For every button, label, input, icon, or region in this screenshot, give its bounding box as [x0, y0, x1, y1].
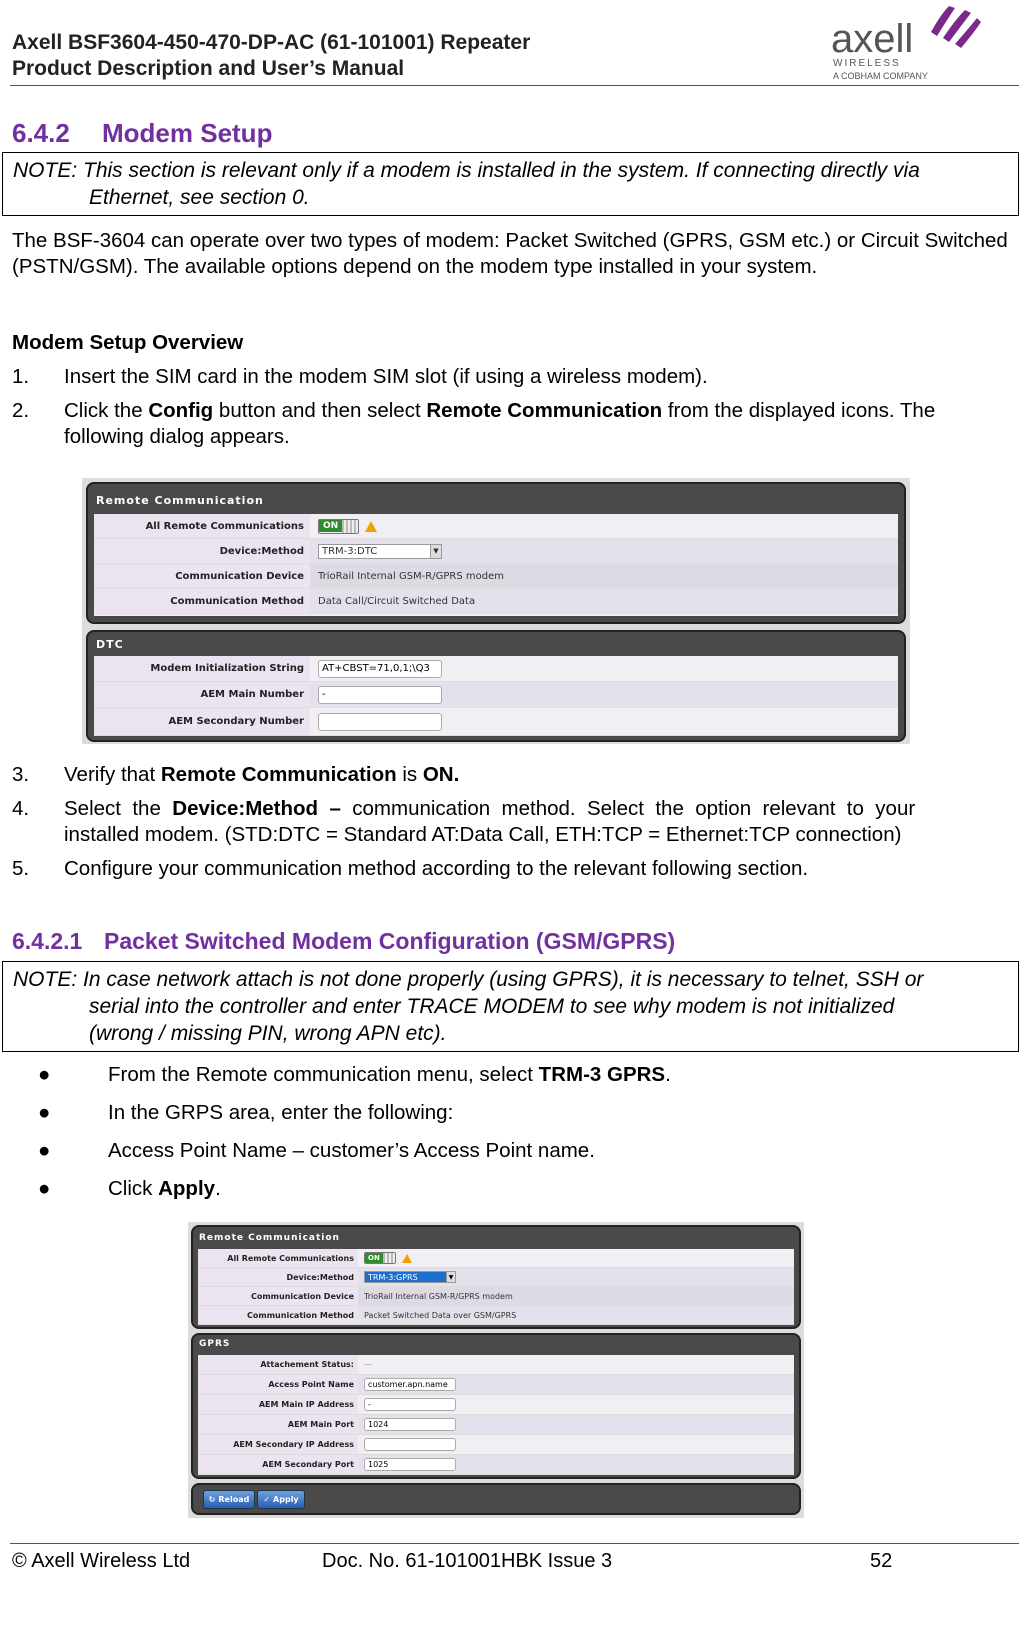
access-point-name-row	[198, 1375, 794, 1395]
communication-method-row	[198, 1306, 794, 1325]
all-remote-row	[94, 514, 898, 539]
reload-button[interactable]: ↻ Reload	[203, 1490, 255, 1509]
device-method-row	[94, 539, 898, 564]
note-rest-2: (wrong / missing PIN, wrong APN etc).	[89, 1022, 447, 1045]
step-text: Insert the SIM card in the modem SIM slot (if using a wireless modem).	[64, 365, 708, 388]
note-box	[2, 152, 1019, 216]
aem-main-port-input[interactable]: 1024	[364, 1418, 456, 1431]
dtc-panel	[86, 630, 906, 742]
panel-title: Remote Communication	[199, 1233, 340, 1243]
reload-icon: ↻	[208, 1495, 216, 1504]
remote-communication-toggle[interactable]: ON	[364, 1252, 396, 1264]
panel-title: GPRS	[199, 1339, 231, 1349]
chevron-down-icon[interactable]: ▼	[446, 1272, 455, 1282]
aem-main-port-row	[198, 1415, 794, 1435]
step-5	[12, 856, 1017, 882]
header-title-line1: Axell BSF3604-450-470-DP-AC (61-101001) Repeater	[12, 31, 531, 54]
row-label: Communication Method	[170, 595, 304, 607]
note-lead: NOTE: In case network attach is not done properly (using GPRS), it is necessary to telnet, SSH or	[13, 968, 924, 991]
intro-paragraph: The BSF-3604 can operate over two types of modem: Packet Switched (GPRS, GSM etc.) or Circuit Switched (PSTN/GSM). The available options depend on the modem type installed in your system.	[12, 229, 1008, 278]
aem-secondary-port-input[interactable]: 1025	[364, 1458, 456, 1471]
step-text: Verify that Remote Communication is ON.	[64, 763, 460, 786]
aem-secondary-number-row	[94, 708, 898, 736]
row-value: Packet Switched Data over GSM/GPRS	[364, 1310, 517, 1320]
device-method-select[interactable]: TRM-3:GPRS ▼	[364, 1271, 456, 1283]
step-text-line2: installed modem. (STD:DTC = Standard AT:Data Call, ETH:TCP = Ethernet:TCP connection)	[64, 823, 902, 846]
header-title-line2: Product Description and User’s Manual	[12, 57, 405, 80]
footer-page-number: 52	[870, 1550, 893, 1572]
panel-title: DTC	[96, 638, 124, 651]
aem-secondary-port-row	[198, 1455, 794, 1475]
modem-init-input[interactable]: AT+CBST=71,0,1;\Q3	[318, 660, 442, 678]
logo-sub1: WIRELESS	[833, 58, 901, 69]
step-3	[12, 762, 1017, 788]
access-point-name-input[interactable]: customer.apn.name	[364, 1378, 456, 1391]
subsection-note-box	[2, 961, 1019, 1052]
note-rest-1: serial into the controller and enter TRACE MODEM to see why modem is not initialized	[89, 995, 895, 1018]
bullet-text: From the Remote communication menu, select TRM-3 GPRS.	[108, 1063, 671, 1086]
aem-main-number-input[interactable]: -	[318, 686, 442, 704]
step-number: 4.	[12, 797, 30, 820]
row-label: Access Point Name	[268, 1380, 354, 1389]
device-method-select[interactable]: TRM-3:DTC ▼	[318, 544, 442, 559]
logo-sub2: A COBHAM COMPANY	[833, 71, 928, 81]
aem-secondary-ip-input[interactable]	[364, 1438, 456, 1451]
logo-wordmark: axell	[831, 17, 914, 61]
communication-device-row	[94, 564, 898, 589]
remote-communication-toggle[interactable]: ON	[318, 519, 359, 534]
note-lead: NOTE: This section is relevant only if a modem is installed in the system. If connecting directly via	[13, 159, 920, 182]
remote-communication-panel	[191, 1225, 801, 1329]
apply-button[interactable]: ✓ Apply	[257, 1490, 305, 1509]
step-text: Select the Device:Method – communication method. Select the option relevant to your	[64, 797, 916, 820]
warning-icon	[365, 521, 377, 532]
section-number: 6.4.2	[12, 118, 70, 148]
panel-title: Remote Communication	[96, 494, 264, 507]
row-label: AEM Secondary Number	[168, 716, 304, 727]
row-label: Communication Method	[247, 1310, 354, 1320]
row-label: AEM Main Port	[287, 1420, 354, 1429]
row-value: —	[364, 1360, 372, 1369]
bullet-icon: ●	[38, 1101, 51, 1124]
bullet-text: Access Point Name – customer’s Access Point name.	[108, 1139, 595, 1162]
subsection-number: 6.4.2.1	[12, 928, 83, 954]
row-value: TrioRail Internal GSM-R/GPRS modem	[364, 1291, 513, 1301]
aem-secondary-ip-row	[198, 1435, 794, 1455]
subsection-title: Packet Switched Modem Configuration (GSM/GPRS)	[104, 928, 676, 954]
aem-main-number-row	[94, 682, 898, 708]
row-label: All Remote Communications	[227, 1253, 354, 1263]
communication-method-row	[94, 589, 898, 614]
aem-main-ip-input[interactable]: -	[364, 1398, 456, 1411]
step-number: 5.	[12, 857, 30, 880]
overview-heading: Modem Setup Overview	[12, 331, 244, 354]
footer-company: © Axell Wireless Ltd	[12, 1550, 191, 1572]
header-title	[12, 30, 530, 82]
row-label: AEM Main IP Address	[258, 1400, 354, 1409]
warning-icon	[402, 1254, 412, 1263]
check-icon: ✓	[263, 1495, 271, 1504]
row-label: Attachement Status:	[260, 1360, 354, 1369]
row-label: Device:Method	[286, 1272, 354, 1282]
bullet-icon: ●	[38, 1139, 51, 1162]
step-text: Click the Config button and then select Remote Communication from the displayed icons. The following dialog appears.	[64, 399, 936, 448]
row-label: Communication Device	[175, 570, 304, 582]
attachment-status-row	[198, 1355, 794, 1375]
bullet-text: Click Apply.	[108, 1177, 221, 1200]
footer-doc-number: Doc. No. 61-101001HBK Issue 3	[322, 1550, 613, 1572]
bullet-icon: ●	[38, 1177, 51, 1200]
device-method-row	[198, 1268, 794, 1287]
bullet-text: In the GRPS area, enter the following:	[108, 1101, 454, 1124]
aem-main-ip-row	[198, 1395, 794, 1415]
step-2	[12, 398, 1017, 450]
gprs-screenshot	[188, 1222, 804, 1518]
row-label: AEM Secondary IP Address	[233, 1440, 354, 1449]
row-label: AEM Secondary Port	[262, 1460, 354, 1469]
all-remote-row	[198, 1249, 794, 1268]
row-label: Modem Initialization String	[150, 663, 304, 674]
section-title: Modem Setup	[102, 118, 273, 148]
remote-communication-panel	[86, 482, 906, 624]
modem-init-row	[94, 656, 898, 682]
axell-logo	[831, 4, 981, 84]
row-label: AEM Main Number	[200, 689, 304, 700]
aem-secondary-number-input[interactable]	[318, 713, 442, 731]
step-text: Configure your communication method according to the relevant following section.	[64, 857, 809, 880]
chevron-down-icon[interactable]: ▼	[430, 545, 441, 558]
row-label: Device:Method	[219, 545, 304, 557]
row-label: Communication Device	[250, 1291, 354, 1301]
subsection-heading	[12, 928, 675, 955]
header-rule	[10, 85, 1019, 86]
note-rest: Ethernet, see section 0.	[89, 186, 310, 209]
row-label: All Remote Communications	[145, 520, 304, 532]
bullet-icon: ●	[38, 1063, 51, 1086]
row-value: Data Call/Circuit Switched Data	[318, 595, 476, 607]
step-number: 1.	[12, 365, 30, 388]
section-heading	[12, 118, 272, 149]
step-1	[12, 364, 1017, 390]
gprs-panel	[191, 1333, 801, 1479]
row-value: TrioRail Internal GSM-R/GPRS modem	[318, 570, 504, 582]
step-4	[12, 796, 1017, 848]
step-number: 3.	[12, 763, 30, 786]
footer-rule	[10, 1543, 1019, 1544]
communication-device-row	[198, 1287, 794, 1306]
remote-communication-screenshot	[82, 478, 910, 744]
button-bar	[191, 1483, 801, 1515]
step-number: 2.	[12, 399, 30, 422]
